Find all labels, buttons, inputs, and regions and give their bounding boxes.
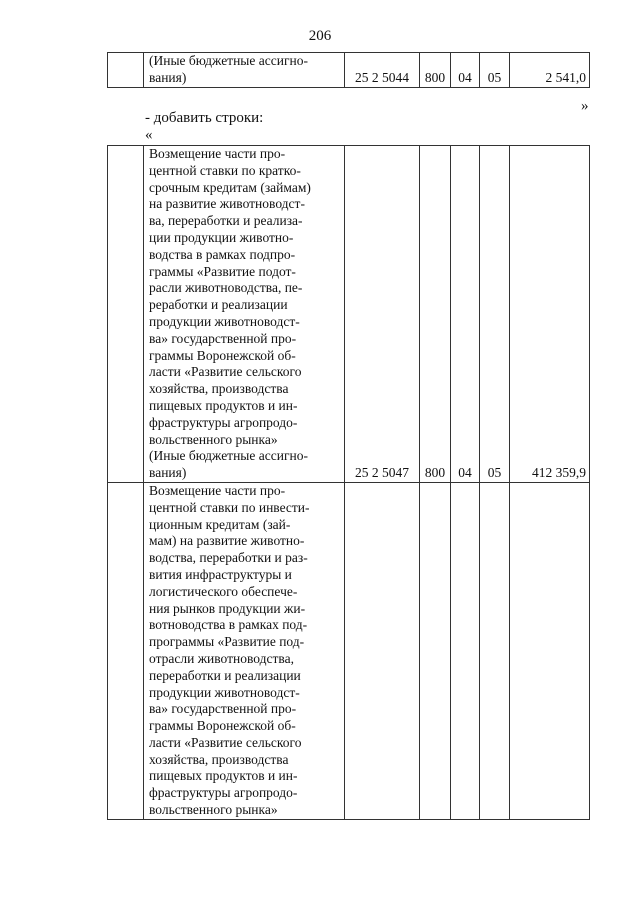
type-cell: 800 (420, 146, 451, 483)
type-cell: 800 (420, 53, 451, 88)
description-line: вания) (149, 465, 187, 481)
continued-budget-table (107, 52, 590, 88)
subsection-cell (480, 482, 510, 819)
description-line: мам) на развитие животно- (149, 533, 305, 549)
description-line: (Иные бюджетные ассигно- (149, 448, 308, 464)
description-line: граммы Воронежской об- (149, 718, 296, 734)
description-line: логистического обеспече- (149, 583, 298, 599)
description-line: пищевых продуктов и ин- (149, 397, 298, 413)
description-line: переработки и реализации (149, 667, 301, 683)
blank-cell (108, 53, 144, 88)
description-line: вотноводства в рамках под- (149, 617, 308, 633)
description-line: ва» государственной про- (149, 330, 297, 346)
section-cell: 04 (451, 53, 480, 88)
description-line: Возмещение части про- (149, 482, 286, 498)
description-line: граммы Воронежской об- (149, 347, 296, 363)
description-line: ния рынков продукции жи- (149, 600, 306, 616)
code-cell (345, 482, 420, 819)
description-line: хозяйства, производства (149, 751, 289, 767)
description-line: водства в рамках подпро- (149, 246, 296, 262)
description-line: ционным кредитам (зай- (149, 516, 291, 532)
description-line: вольственного рынка» (149, 802, 278, 818)
description-line: (Иные бюджетные ассигно- (149, 53, 308, 68)
description-line: продукции животноводст- (149, 313, 300, 329)
subsection-cell: 05 (480, 53, 510, 88)
description-line: на развитие животноводст- (149, 196, 305, 212)
section-cell: 04 (451, 146, 480, 483)
description-line: вольственного рынка» (149, 431, 278, 447)
amount-cell (510, 482, 590, 819)
description-line: граммы «Развитие подот- (149, 263, 296, 279)
description-line: ласти «Развитие сельского (149, 734, 302, 750)
instruction-text: - добавить строки: (145, 110, 264, 126)
description-line: ласти «Развитие сельского (149, 364, 302, 380)
description-line: срочным кредитам (займам) (149, 179, 311, 195)
section-cell (451, 482, 480, 819)
description-line: отрасли животноводства, (149, 650, 294, 666)
amount-cell: 412 359,9 (510, 146, 590, 483)
added-rows-table (107, 145, 590, 820)
description-cell (144, 482, 345, 819)
subsection-cell: 05 (480, 146, 510, 483)
description-line: программы «Развитие под- (149, 634, 305, 650)
description-line: фраструктуры агропродо- (149, 785, 298, 801)
code-cell: 25 2 5044 (345, 53, 420, 88)
description-line: центной ставки по инвести- (149, 499, 310, 515)
table-row (108, 146, 590, 483)
description-line: реработки и реализации (149, 297, 288, 313)
page-number: 206 (308, 28, 332, 44)
description-cell (144, 53, 345, 88)
type-cell (420, 482, 451, 819)
code-cell: 25 2 5047 (345, 146, 420, 483)
description-cell (144, 146, 345, 483)
description-line: вания) (149, 69, 187, 85)
opening-quote: « (145, 127, 153, 143)
description-line: продукции животноводст- (149, 684, 300, 700)
description-line: фраструктуры агропродо- (149, 414, 298, 430)
description-line: хозяйства, производства (149, 381, 289, 397)
description-line: ва, переработки и реализа- (149, 213, 303, 229)
description-line: ции продукции животно- (149, 229, 294, 245)
closing-quote: » (581, 98, 589, 114)
table-row (108, 482, 590, 819)
description-line: Возмещение части про- (149, 146, 286, 161)
description-line: вития инфраструктуры и (149, 566, 292, 582)
blank-cell (108, 482, 144, 819)
description-line: центной ставки по кратко- (149, 162, 301, 178)
table-row (108, 53, 590, 88)
description-line: ва» государственной про- (149, 701, 297, 717)
amount-cell: 2 541,0 (510, 53, 590, 88)
description-line: пищевых продуктов и ин- (149, 768, 298, 784)
description-line: водства, переработки и раз- (149, 550, 308, 566)
blank-cell (108, 146, 144, 483)
description-line: расли животноводства, пе- (149, 280, 303, 296)
